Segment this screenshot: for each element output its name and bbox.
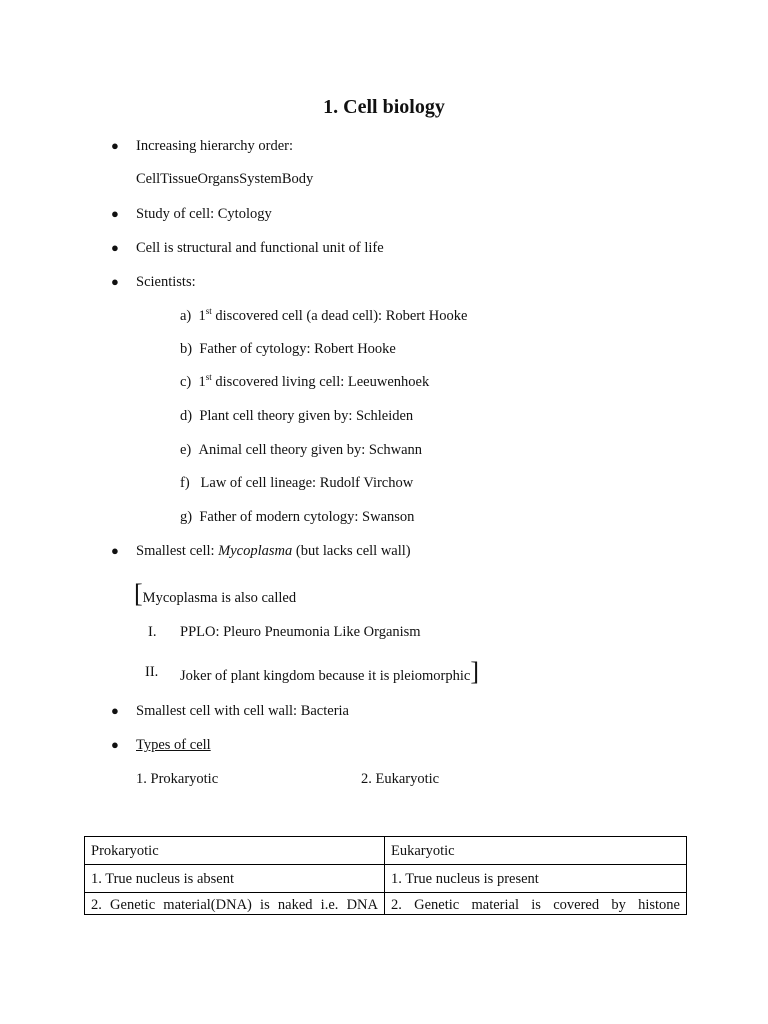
bullet-icon: ●	[111, 737, 119, 752]
table-cell: 1. True nucleus is absent	[85, 865, 385, 893]
list-marker: g)	[180, 509, 193, 525]
list-text: Animal cell theory given by: Schwann	[198, 442, 423, 458]
bullet-icon: ●	[111, 240, 119, 255]
table-cell: 1. True nucleus is present	[385, 865, 687, 893]
page-title: 1. Cell biology	[323, 96, 445, 118]
smallest-cell-name: Mycoplasma	[218, 543, 293, 559]
roman-marker: I.	[148, 624, 157, 640]
mycoplasma-note-intro	[134, 579, 297, 608]
comparison-table	[84, 836, 687, 915]
bullet-icon: ●	[111, 543, 119, 558]
smallest-cell-prefix: Smallest cell:	[136, 543, 219, 559]
bullet-icon: ●	[111, 274, 119, 289]
list-item	[180, 373, 429, 391]
note-item-text: PPLO: Pleuro Pneumonia Like Organism	[180, 624, 421, 640]
close-bracket: ]	[470, 657, 480, 686]
list-marker: b)	[180, 341, 193, 357]
list-item	[180, 508, 414, 526]
bullet-icon: ●	[111, 703, 119, 718]
list-text-pre: 1	[198, 308, 206, 324]
list-text: Law of cell lineage: Rudolf Virchow	[200, 475, 414, 491]
list-text: discovered cell (a dead cell): Robert Hooke	[211, 308, 468, 324]
list-text: Father of cytology: Robert Hooke	[199, 341, 396, 357]
hierarchy-value: CellTissueOrgansSystemBody	[136, 171, 314, 187]
roman-marker: II.	[145, 664, 159, 680]
table-header-cell: Eukaryotic	[385, 837, 687, 865]
note-intro-text: Mycoplasma is also called	[142, 590, 297, 606]
list-item	[180, 474, 413, 492]
list-text-pre: 1	[198, 374, 206, 390]
study-of-cell: Study of cell: Cytology	[136, 206, 272, 222]
list-marker: a)	[180, 308, 192, 324]
types-of-cell-heading: Types of cell	[136, 737, 211, 753]
note-item-text: Joker of plant kingdom because it is pleiomorphic	[180, 668, 471, 684]
list-marker: c)	[180, 374, 192, 390]
bullet-icon: ●	[111, 206, 119, 221]
list-item	[180, 407, 413, 425]
list-item	[180, 307, 467, 325]
bullet-icon: ●	[111, 138, 119, 153]
hierarchy-label: Increasing hierarchy order:	[136, 138, 294, 154]
list-item	[180, 340, 396, 358]
table-header-cell: Prokaryotic	[85, 837, 385, 865]
list-text: Plant cell theory given by: Schleiden	[199, 408, 414, 424]
smallest-with-wall: Smallest cell with cell wall: Bacteria	[136, 703, 349, 719]
smallest-cell	[136, 542, 411, 560]
table-cell: 2. Genetic material(DNA) is naked i.e. DNA	[85, 893, 385, 915]
superscript: st	[205, 372, 212, 382]
table-row	[85, 865, 687, 893]
open-bracket: [	[134, 579, 143, 608]
table-cell: 2. Genetic material is covered by histone	[385, 893, 687, 915]
table-row	[85, 893, 687, 915]
list-text: Father of modern cytology: Swanson	[199, 509, 415, 525]
table-header-row	[85, 837, 687, 865]
smallest-cell-suffix: (but lacks cell wall)	[292, 543, 411, 559]
list-marker: d)	[180, 408, 193, 424]
unit-of-life: Cell is structural and functional unit of life	[136, 240, 384, 256]
cell-type-prokaryotic: 1. Prokaryotic	[136, 771, 219, 787]
list-item	[180, 441, 422, 459]
list-marker: f)	[180, 475, 190, 491]
list-marker: e)	[180, 442, 192, 458]
superscript: st	[205, 306, 212, 316]
cell-type-eukaryotic: 2. Eukaryotic	[361, 771, 440, 787]
scientists-label: Scientists:	[136, 274, 196, 290]
note-item	[180, 657, 480, 686]
list-text: discovered living cell: Leeuwenhoek	[211, 374, 430, 390]
